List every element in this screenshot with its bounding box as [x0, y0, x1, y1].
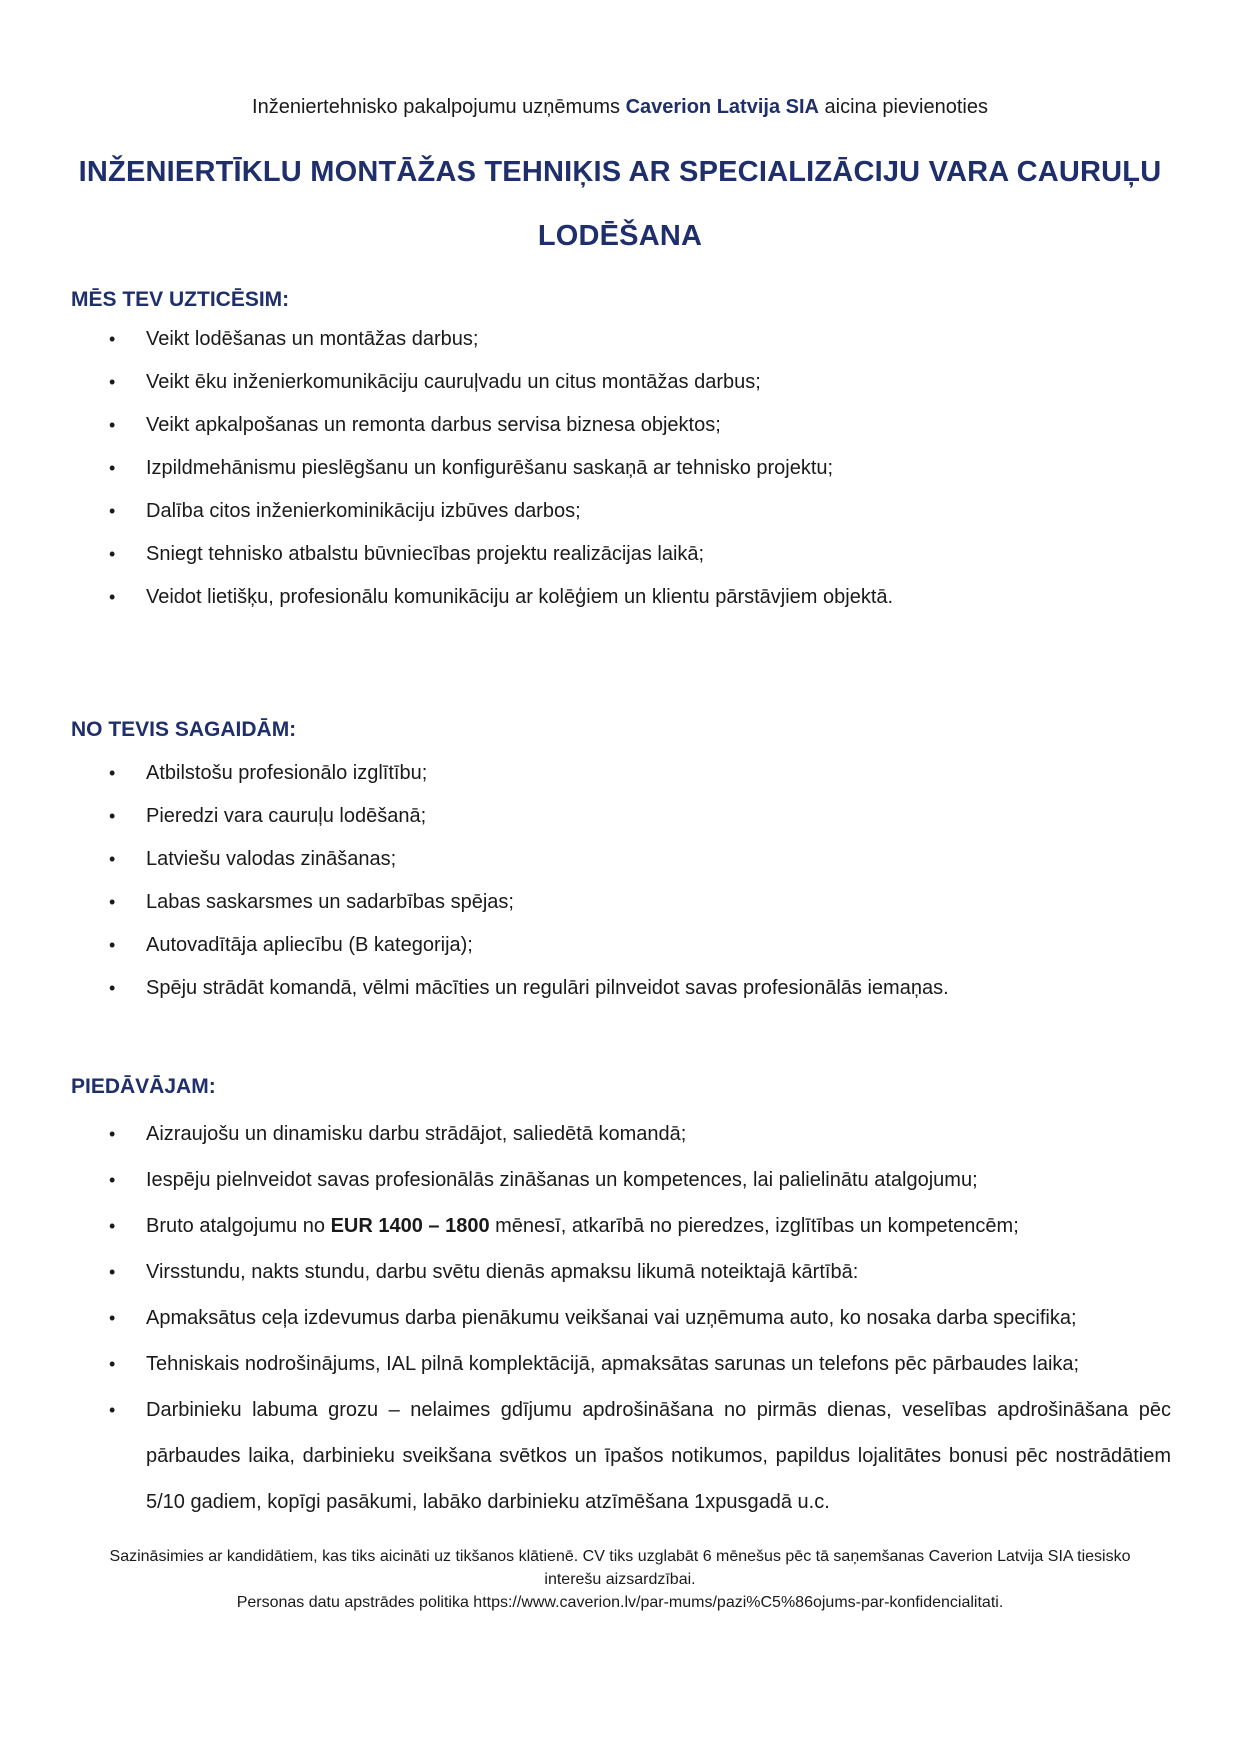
- list-item: [71, 318, 1171, 361]
- salary-amount: EUR 1400 – 1800: [330, 1215, 490, 1237]
- footer-note: [90, 1545, 1150, 1614]
- list-item: [71, 576, 1171, 619]
- bullet-icon: •: [109, 587, 116, 607]
- list-item: [71, 795, 1171, 838]
- list-item-text: Iespēju pielnveidot savas profesionālās zināšanas un kompetences, lai palielinātu atalgojumu;: [146, 1169, 978, 1191]
- list-item-text: Tehniskais nodrošinājums, IAL pilnā komplektācijā, apmaksātas sarunas un telefons pēc pārbaudes laika;: [146, 1353, 1080, 1375]
- list-item: [71, 533, 1171, 576]
- list-item: [71, 1295, 1171, 1341]
- bullet-icon: •: [109, 329, 116, 349]
- list-item-text: Spēju strādāt komandā, vēlmi mācīties un regulāri pilnveidot savas profesionālās iemaņas.: [146, 977, 949, 999]
- company-name: Caverion Latvija SIA: [625, 96, 819, 118]
- bullet-icon: •: [109, 544, 116, 564]
- list-item: [71, 361, 1171, 404]
- offer-list: [71, 1111, 1171, 1525]
- list-item-text: Apmaksātus ceļa izdevumus darba pienākumu veikšanai vai uzņēmuma auto, ko nosaka darba specifika;: [146, 1307, 1077, 1329]
- bullet-icon: •: [109, 1354, 116, 1374]
- list-item-text: Virsstundu, nakts stundu, darbu svētu dienās apmaksu likumā noteiktajā kārtībā:: [146, 1261, 859, 1283]
- bullet-icon: •: [109, 501, 116, 521]
- list-item: [71, 1387, 1171, 1525]
- salary-text-before: Bruto atalgojumu no: [146, 1215, 331, 1237]
- list-item-text: Sniegt tehnisko atbalstu būvniecības projektu realizācijas laikā;: [146, 543, 705, 565]
- job-title: INŽENIERTĪKLU MONTĀŽAS TEHNIĶIS AR SPECIALIZĀCIJU VARA CAURUĻU LODĒŠANA: [78, 156, 1162, 252]
- bullet-icon: •: [109, 1262, 116, 1282]
- bullet-icon: •: [109, 935, 116, 955]
- list-item: [71, 1111, 1171, 1157]
- list-item: [71, 752, 1171, 795]
- bullet-icon: •: [109, 1170, 116, 1190]
- responsibilities-list: [71, 318, 1171, 619]
- list-item: [71, 1249, 1171, 1295]
- intro-before: Inženiertehnisko pakalpojumu uzņēmums: [252, 96, 626, 118]
- list-item: [71, 1341, 1171, 1387]
- bullet-icon: •: [109, 1400, 116, 1420]
- section-heading-requirements: NO TEVIS SAGAIDĀM:: [71, 718, 297, 741]
- requirements-list: [71, 752, 1171, 1010]
- salary-item: [71, 1203, 1171, 1249]
- bullet-icon: •: [109, 849, 116, 869]
- footer-privacy-policy: Personas datu apstrādes politika https://www.caverion.lv/par-mums/pazi%C5%86ojums-par-konfidencialitati.: [236, 1594, 1004, 1611]
- list-item: [71, 967, 1171, 1010]
- intro-after: aicina pievienoties: [818, 96, 988, 118]
- section-heading-offer: PIEDĀVĀJAM:: [71, 1075, 216, 1098]
- bullet-icon: •: [109, 892, 116, 912]
- list-item-text: Veikt lodēšanas un montāžas darbus;: [146, 328, 479, 350]
- list-item-text: Darbinieku labuma grozu – nelaimes gdījumu apdrošināšana no pirmās dienas, veselības apdrošināšana pēc pārbaudes laika, darbinieku sveikšana svētkos un īpašos notikumos, papildus lojalitātes bonusi pēc nostrādātiem 5/10 gadiem, kopīgi pasākumi, labāko darbinieku atzīmēšana 1xpusgadā u.c.: [146, 1399, 1171, 1513]
- list-item: [71, 447, 1171, 490]
- list-item-text: Aizraujošu un dinamisku darbu strādājot, saliedētā komandā;: [146, 1123, 687, 1145]
- bullet-icon: •: [109, 458, 116, 478]
- list-item-text: Autovadītāja apliecību (B kategorija);: [146, 934, 473, 956]
- list-item-text: Labas saskarsmes un sadarbības spējas;: [146, 891, 514, 913]
- footer-privacy-note: Sazināsimies ar kandidātiem, kas tiks aicināti uz tikšanos klātienē. CV tiks uzglabāt 6 mēnešus pēc tā saņemšanas Caverion Latvija SIA tiesisko interešu aizsardzībai.: [109, 1548, 1131, 1588]
- list-item: [71, 404, 1171, 447]
- list-item-text: Atbilstošu profesionālo izglītību;: [146, 762, 428, 784]
- list-item: [71, 924, 1171, 967]
- bullet-icon: •: [109, 1216, 116, 1236]
- bullet-icon: •: [109, 1124, 116, 1144]
- bullet-icon: •: [109, 763, 116, 783]
- bullet-icon: •: [109, 1308, 116, 1328]
- list-item: [71, 881, 1171, 924]
- bullet-icon: •: [109, 806, 116, 826]
- bullet-icon: •: [109, 978, 116, 998]
- salary-text-after: mēnesī, atkarībā no pieredzes, izglītības un kompetencēm;: [489, 1215, 1019, 1237]
- list-item-text: Veikt apkalpošanas un remonta darbus servisa biznesa objektos;: [146, 414, 721, 436]
- list-item-text: Latviešu valodas zināšanas;: [146, 848, 397, 870]
- intro-line: [0, 96, 1240, 119]
- list-item: [71, 1157, 1171, 1203]
- list-item-text: Veikt ēku inženierkomunikāciju cauruļvadu un citus montāžas darbus;: [146, 371, 761, 393]
- section-heading-responsibilities: MĒS TEV UZTICĒSIM:: [71, 288, 290, 311]
- bullet-icon: •: [109, 372, 116, 392]
- bullet-icon: •: [109, 415, 116, 435]
- list-item: [71, 490, 1171, 533]
- list-item-text: Dalība citos inženierkominikāciju izbūves darbos;: [146, 500, 581, 522]
- list-item: [71, 838, 1171, 881]
- list-item-text: Veidot lietišķu, profesionālu komunikāciju ar kolēģiem un klientu pārstāvjiem objektā.: [146, 586, 894, 608]
- list-item-text: Pieredzi vara cauruļu lodēšanā;: [146, 805, 427, 827]
- list-item-text: Izpildmehānismu pieslēgšanu un konfigurēšanu saskaņā ar tehnisko projektu;: [146, 457, 834, 479]
